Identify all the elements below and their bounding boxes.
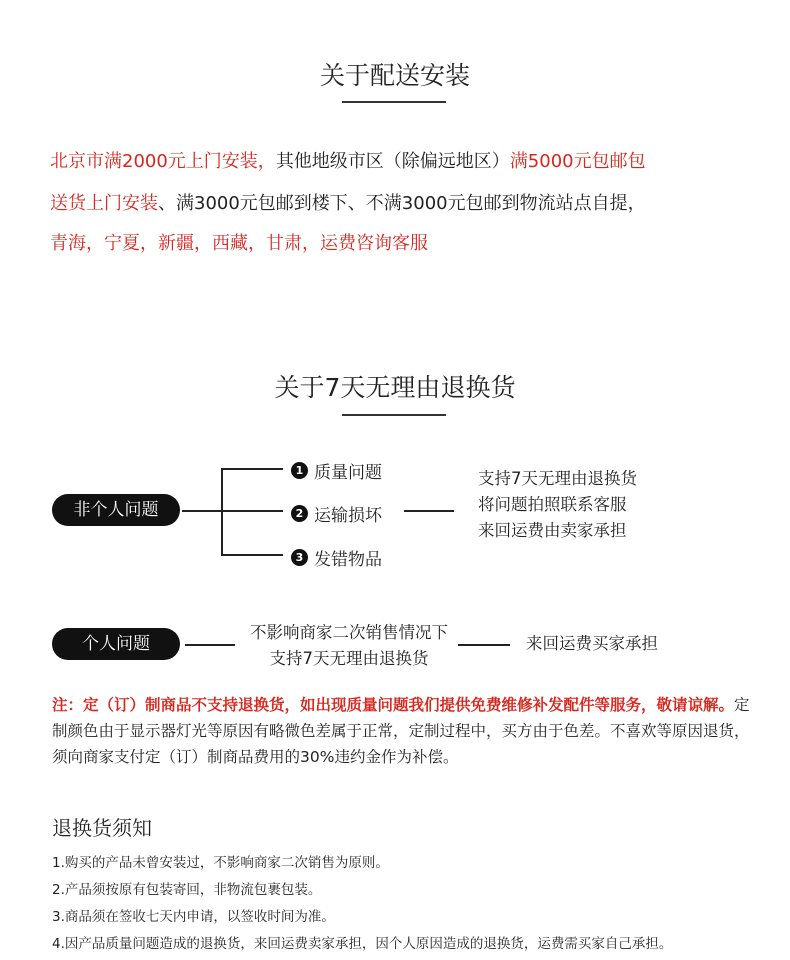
note-detail-text: 定制颜色由于显示器灯光等原因有略微色差属于正常，定制过程中，买方由于色差。不喜欢等原因退货，须向商家支付定（订）制商品费用的30%违约金作为补偿。 <box>52 696 750 766</box>
custom-product-note <box>52 692 752 770</box>
returns-title: 关于7天无理由退换货 <box>274 373 516 402</box>
result-line: 支持7天无理由退换货 <box>478 469 637 488</box>
number-badge-icon: 1 <box>291 462 308 479</box>
connector-line <box>182 510 222 512</box>
shipping-delivery-install-text: 送货上门安装 <box>50 193 158 214</box>
shipping-free-5000-text: 满5000元包邮包 <box>509 151 646 172</box>
rule-item: 4.因产品质量问题造成的退换货，来回运费卖家承担，因个人原因造成的退换货，运费需买家自己承担。 <box>52 936 673 952</box>
shipping-title-underline <box>342 101 446 103</box>
shipping-remote-regions-text: 青海，宁夏，新疆，西藏，甘肃，运费咨询客服 <box>50 233 428 254</box>
personal-issue-badge: 个人问题 <box>52 628 180 660</box>
personal-result-connector-line <box>458 644 510 646</box>
issue-label: 运输损坏 <box>314 506 382 526</box>
shipping-3000-text: 、满3000元包邮到楼下、不满3000元包邮到物流站点自提， <box>158 193 646 214</box>
result-line: 将问题拍照联系客服 <box>478 495 627 514</box>
personal-condition <box>250 620 448 672</box>
bracket-middle-line <box>221 510 283 512</box>
shipping-other-cities-text: 其他地级市区（除偏远地区） <box>275 151 510 172</box>
result-line: 来回运费由卖家承担 <box>478 521 627 540</box>
non-personal-issue-badge: 非个人问题 <box>52 494 180 526</box>
bracket-bottom-line <box>221 554 283 556</box>
rule-item: 2.产品须按原有包装寄回，非物流包裹包装。 <box>52 882 322 898</box>
condition-line: 支持7天无理由退换货 <box>269 649 429 668</box>
issue-transport-damage <box>291 501 382 526</box>
personal-connector-line <box>185 644 235 646</box>
condition-line: 不影响商家二次销售情况下 <box>250 623 448 642</box>
issue-label: 质量问题 <box>314 463 382 483</box>
rule-item: 1.购买的产品未曾安装过，不影响商家二次销售为原则。 <box>52 855 389 871</box>
bracket-top-line <box>221 468 283 470</box>
rule-item: 3.商品须在签收七天内申请，以签收时间为准。 <box>52 909 335 925</box>
returns-title-underline <box>342 414 446 416</box>
shipping-line-3 <box>50 222 428 266</box>
non-personal-result <box>478 466 637 544</box>
personal-result: 来回运费买家承担 <box>526 634 658 653</box>
number-badge-icon: 3 <box>291 549 308 566</box>
note-warning-text: 注：定（订）制商品不支持退换货，如出现质量问题我们提供免费维修补发配件等服务，敬请谅解。 <box>52 696 735 714</box>
issue-label: 发错物品 <box>314 550 382 570</box>
issue-wrong-item <box>291 545 382 570</box>
shipping-title: 关于配送安装 <box>319 61 470 90</box>
shipping-line-1 <box>50 140 646 184</box>
shipping-beijing-text: 北京市满2000元上门安装， <box>50 151 276 172</box>
number-badge-icon: 2 <box>291 505 308 522</box>
shipping-line-2 <box>50 182 646 226</box>
return-rules-title: 退换货须知 <box>52 816 152 840</box>
result-connector-line <box>404 510 454 512</box>
issue-quality <box>291 458 382 483</box>
